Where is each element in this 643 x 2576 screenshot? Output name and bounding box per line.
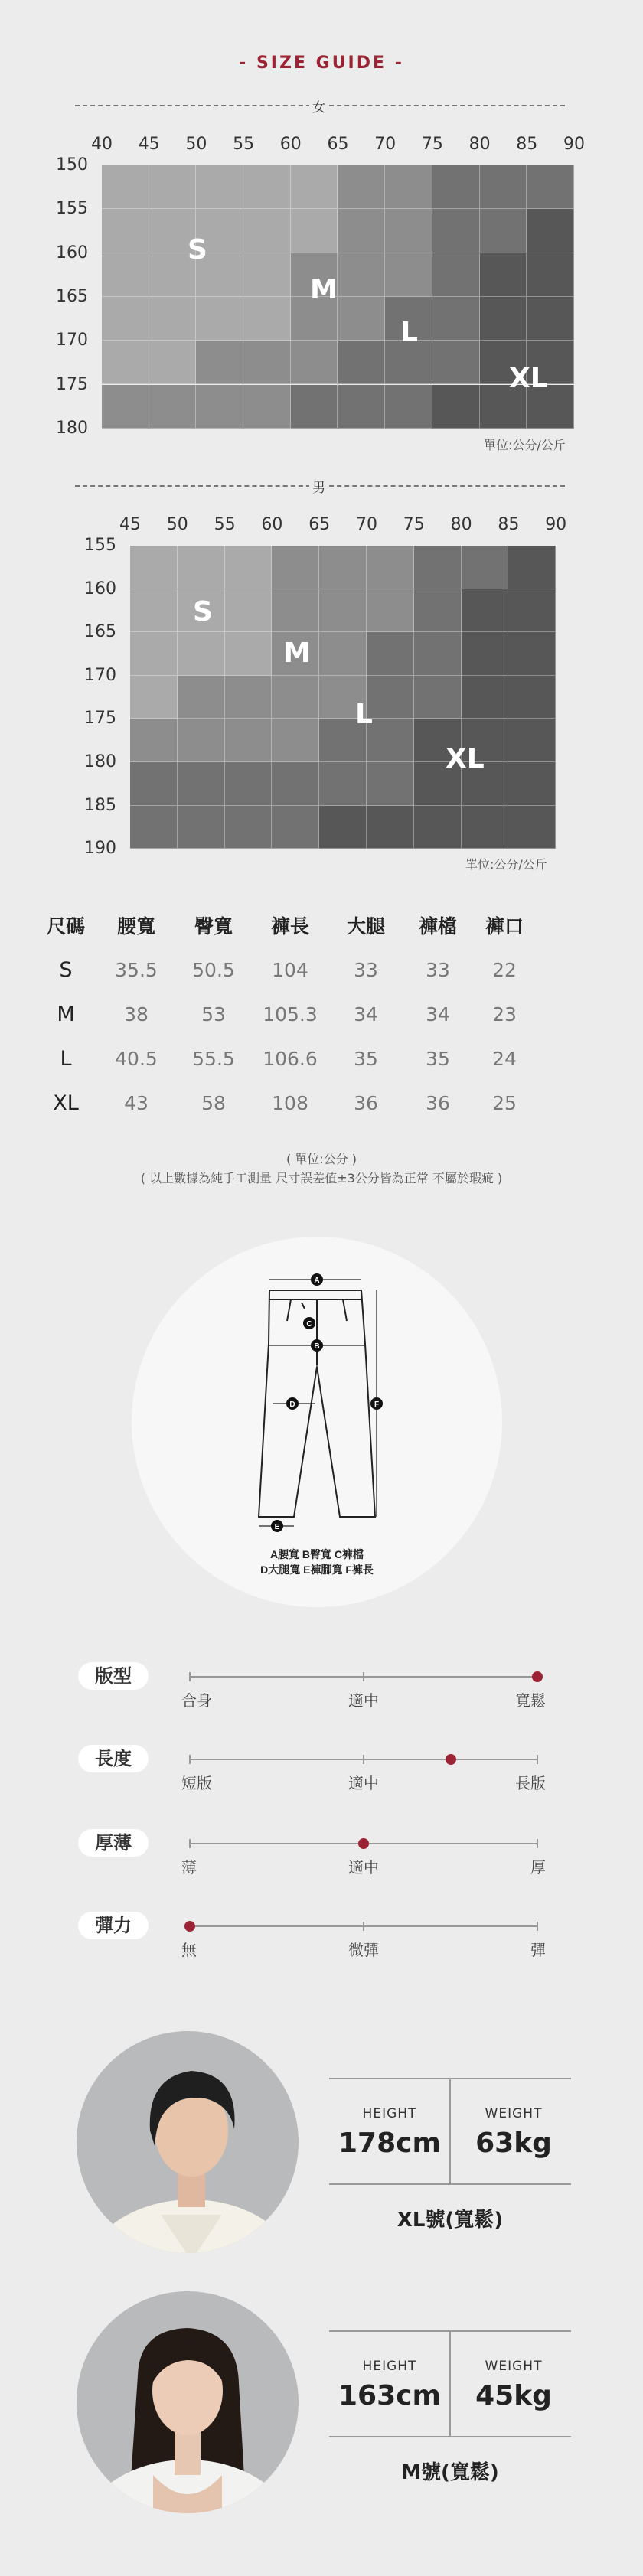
men-grid-cell	[462, 676, 509, 719]
size-guide-title: - SIZE GUIDE -	[239, 54, 404, 73]
women-size-grid	[102, 165, 574, 429]
men-weight-tick: 45	[119, 515, 141, 534]
fit-level-dot	[532, 1671, 543, 1682]
men-grid-cell	[225, 762, 273, 806]
women-grid-cell	[102, 341, 149, 384]
women-grid-cell	[196, 341, 243, 384]
fit-tick	[363, 1922, 364, 1931]
men-height-tick: 160	[84, 579, 116, 598]
men-weight-tick: 50	[166, 515, 188, 534]
men-height-tick: 165	[84, 622, 116, 642]
women-grid-cell	[480, 297, 527, 341]
women-weight-tick: 45	[138, 135, 160, 154]
fit-tick-label: 長版	[515, 1774, 546, 1792]
women-weight-tick: 85	[516, 135, 538, 154]
fit-tick	[537, 1922, 538, 1931]
men-grid-cell	[272, 806, 319, 849]
men-grid-cell	[462, 806, 509, 849]
model2-divider	[449, 2330, 451, 2436]
women-grid-cell	[102, 165, 149, 209]
women-weight-tick: 40	[91, 135, 113, 154]
women-grid-cell	[527, 297, 574, 341]
women-grid-cell	[102, 253, 149, 297]
men-grid-cell	[130, 632, 178, 676]
size-value: 105.3	[263, 1003, 318, 1026]
men-grid-cell	[178, 762, 225, 806]
model-female-photo	[77, 2291, 299, 2513]
fit-tick	[189, 1839, 191, 1848]
women-grid-cell	[432, 209, 480, 253]
marker-b-text: B	[314, 1342, 320, 1351]
men-grid-cell	[462, 546, 509, 589]
table-row	[34, 947, 537, 992]
men-grid-cell	[462, 632, 509, 676]
women-grid-cell	[243, 165, 291, 209]
women-grid-cell	[480, 209, 527, 253]
men-grid-cell	[272, 719, 319, 762]
women-grid-cell	[243, 209, 291, 253]
women-zone-s: S	[188, 234, 207, 266]
size-value: 35.5	[115, 958, 158, 981]
women-grid-cell	[480, 165, 527, 209]
men-grid-cell	[508, 806, 556, 849]
women-grid-cell	[243, 253, 291, 297]
women-height-tick: 170	[56, 331, 88, 351]
table-row	[34, 1036, 537, 1081]
unit-note: ( 單位:公分 )	[286, 1152, 357, 1166]
size-value: 24	[492, 1047, 517, 1070]
fit-tick	[537, 1839, 538, 1848]
men-grid-cell	[272, 676, 319, 719]
fit-tick-label: 合身	[181, 1691, 212, 1710]
size-value: 36	[426, 1091, 450, 1114]
fit-scale-line	[189, 1676, 538, 1678]
men-grid-cell	[414, 632, 462, 676]
fit-tick-label: 彈	[530, 1941, 546, 1959]
women-height-tick: 160	[56, 243, 88, 262]
men-grid-cell	[225, 546, 273, 589]
women-weight-tick: 75	[421, 135, 443, 154]
men-grid-cell	[367, 719, 414, 762]
women-weight-tick: 50	[185, 135, 207, 154]
men-grid-cell	[319, 589, 367, 633]
size-table-header	[34, 903, 537, 947]
men-grid-cell	[367, 632, 414, 676]
women-grid-cell	[338, 209, 386, 253]
men-weight-tick: 75	[403, 515, 425, 534]
marker-c-text: C	[306, 1320, 312, 1329]
size-value: 34	[354, 1003, 378, 1026]
model1-mid-line	[329, 2183, 571, 2185]
size-value: 50.5	[192, 958, 235, 981]
men-weight-tick: 55	[214, 515, 236, 534]
women-unit-label: 單位:公分/公斤	[484, 438, 566, 452]
fit-level-dot	[358, 1838, 369, 1849]
men-grid-cell	[130, 676, 178, 719]
marker-a-text: A	[314, 1277, 320, 1285]
men-grid-cell	[319, 806, 367, 849]
women-grid-cell	[385, 165, 432, 209]
women-grid-cell	[243, 297, 291, 341]
men-grid-cell	[272, 546, 319, 589]
women-grid-cell	[432, 385, 480, 429]
men-grid-cell	[508, 719, 556, 762]
fit-tick-label: 薄	[181, 1858, 197, 1877]
size-value: 43	[124, 1091, 149, 1114]
men-height-tick: 155	[84, 536, 116, 555]
fit-label: 長度	[78, 1745, 149, 1772]
model-male-photo	[77, 2031, 299, 2253]
men-grid-cell	[414, 806, 462, 849]
men-weight-tick: 85	[498, 515, 520, 534]
women-grid-cell	[291, 209, 338, 253]
women-grid-cell	[385, 253, 432, 297]
model1-weight-label: WEIGHT	[485, 2106, 543, 2121]
women-grid-cell	[102, 297, 149, 341]
women-group-label: 女	[309, 96, 328, 116]
fit-scale-line	[189, 1843, 538, 1844]
size-value: 36	[354, 1091, 378, 1114]
size-table-header-cell: 尺碼	[46, 915, 85, 937]
diagram-legend-2: D大腿寬 E褲腳寬 F褲長	[260, 1564, 374, 1576]
men-grid-cell	[367, 546, 414, 589]
women-grid-cell	[338, 297, 386, 341]
pants-diagram	[132, 1237, 502, 1607]
size-value: 35	[354, 1047, 378, 1070]
men-grid-cell	[225, 719, 273, 762]
fit-tick	[189, 1755, 191, 1764]
women-grid-cell	[432, 253, 480, 297]
model2-mid-line	[329, 2436, 571, 2437]
size-value: 106.6	[263, 1047, 318, 1070]
women-weight-tick: 65	[327, 135, 349, 154]
women-grid-cell	[149, 341, 197, 384]
size-value: 34	[426, 1003, 450, 1026]
men-weight-tick: 80	[450, 515, 472, 534]
size-value: 25	[492, 1091, 517, 1114]
size-table-header-cell: 褲長	[270, 915, 309, 937]
model1-height-label: HEIGHT	[362, 2106, 417, 2121]
fit-tick-label: 厚	[530, 1858, 546, 1877]
men-height-tick: 180	[84, 752, 116, 771]
fit-tick	[537, 1755, 538, 1764]
men-grid-cell	[508, 589, 556, 633]
men-grid-cell	[508, 676, 556, 719]
men-weight-tick: 65	[308, 515, 331, 534]
women-height-tick: 175	[56, 374, 88, 394]
model1-size: XL號(寬鬆)	[397, 2209, 504, 2232]
marker-f-text: F	[374, 1400, 380, 1409]
women-grid-cell	[338, 165, 386, 209]
fit-tick-label: 適中	[348, 1774, 379, 1792]
men-grid-cell	[178, 806, 225, 849]
table-row	[34, 992, 537, 1036]
size-value: 104	[272, 958, 308, 981]
men-grid-cell	[225, 806, 273, 849]
size-value: 58	[201, 1091, 226, 1114]
fit-tick	[363, 1672, 364, 1681]
women-weight-tick: 60	[279, 135, 302, 154]
measure-note: ( 以上數據為純手工測量 尺寸誤差值±3公分皆為正常 不屬於瑕疵 )	[140, 1171, 503, 1185]
men-grid-cell	[178, 719, 225, 762]
size-label: M	[57, 1002, 75, 1026]
men-grid-cell	[367, 676, 414, 719]
fit-tick-label: 無	[181, 1941, 197, 1959]
model1-divider	[449, 2078, 451, 2183]
women-grid-cell	[102, 209, 149, 253]
women-weight-tick: 90	[563, 135, 585, 154]
women-grid-cell	[527, 165, 574, 209]
men-grid-cell	[414, 676, 462, 719]
size-table-header-cell: 臀寬	[194, 915, 233, 937]
fit-scale-line	[189, 1759, 538, 1760]
size-value: 40.5	[115, 1047, 158, 1070]
men-grid-cell	[414, 589, 462, 633]
women-grid-cell	[527, 209, 574, 253]
model2-height-value: 163cm	[338, 2380, 441, 2411]
men-height-tick: 175	[84, 709, 116, 729]
women-grid-cell	[385, 385, 432, 429]
marker-d-text: D	[289, 1400, 295, 1409]
diagram-legend-1: A腰寬 B臀寬 C褲檔	[269, 1548, 364, 1560]
men-grid-cell	[225, 632, 273, 676]
size-label: XL	[53, 1091, 79, 1115]
model1-height-value: 178cm	[338, 2128, 441, 2159]
women-grid-cell	[149, 297, 197, 341]
men-zone-s: S	[193, 596, 213, 628]
men-zone-l: L	[355, 699, 373, 730]
women-grid-cell	[291, 165, 338, 209]
women-grid-cell	[102, 385, 149, 429]
men-grid-cell	[508, 762, 556, 806]
fit-tick	[363, 1755, 364, 1764]
men-grid-cell	[462, 589, 509, 633]
women-grid-cell	[338, 253, 386, 297]
men-grid-cell	[508, 632, 556, 676]
model2-weight-value: 45kg	[475, 2380, 552, 2411]
fit-label: 版型	[78, 1662, 149, 1690]
men-grid-cell	[130, 546, 178, 589]
men-weight-tick: 70	[356, 515, 377, 534]
size-table-header-cell: 褲口	[485, 915, 524, 937]
size-label: L	[60, 1046, 72, 1071]
women-weight-tick: 55	[233, 135, 255, 154]
men-size-grid	[130, 546, 556, 849]
men-grid-cell	[225, 589, 273, 633]
pants-diagram-circle	[132, 1237, 502, 1607]
men-grid-cell	[319, 632, 367, 676]
men-grid-cell	[178, 676, 225, 719]
men-grid-cell	[319, 762, 367, 806]
women-grid-cell	[338, 341, 386, 384]
women-grid-cell	[196, 165, 243, 209]
fit-tick-label: 短版	[181, 1774, 212, 1792]
women-grid-cell	[149, 165, 197, 209]
men-height-tick: 190	[84, 839, 116, 859]
table-row	[34, 1081, 537, 1125]
women-grid-cell	[149, 385, 197, 429]
size-table-header-cell: 腰寬	[116, 915, 155, 937]
men-grid-cell	[272, 762, 319, 806]
size-value: 23	[492, 1003, 517, 1026]
size-value: 55.5	[192, 1047, 235, 1070]
model2-size: M號(寬鬆)	[401, 2461, 499, 2484]
men-zone-xl: XL	[446, 743, 485, 774]
model2-height-label: HEIGHT	[362, 2359, 417, 2374]
women-weight-tick: 80	[468, 135, 491, 154]
men-grid-cell	[130, 589, 178, 633]
women-zone-xl: XL	[509, 363, 548, 394]
women-grid-cell	[432, 297, 480, 341]
men-grid-cell	[225, 676, 273, 719]
size-label: S	[59, 957, 73, 982]
men-grid-cell	[319, 546, 367, 589]
men-weight-tick: 60	[261, 515, 283, 534]
men-unit-label: 單位:公分/公斤	[465, 857, 547, 872]
men-grid-cell	[367, 762, 414, 806]
size-value: 33	[354, 958, 378, 981]
men-grid-cell	[367, 806, 414, 849]
women-height-tick: 165	[56, 286, 88, 306]
women-grid-cell	[291, 341, 338, 384]
men-grid-cell	[367, 589, 414, 633]
fit-level-dot	[446, 1754, 456, 1765]
men-height-tick: 185	[84, 795, 116, 815]
women-height-tick: 155	[56, 199, 88, 219]
women-grid-cell	[385, 209, 432, 253]
size-table-header-cell: 大腿	[346, 915, 385, 937]
size-table-header-cell: 褲檔	[418, 915, 457, 937]
size-value: 22	[492, 958, 517, 981]
size-value: 38	[124, 1003, 149, 1026]
size-value: 35	[426, 1047, 450, 1070]
model2-weight-label: WEIGHT	[485, 2359, 543, 2374]
size-value: 33	[426, 958, 450, 981]
women-height-tick: 180	[56, 418, 88, 438]
size-table	[34, 903, 537, 1125]
women-grid-cell	[243, 341, 291, 384]
men-group-label: 男	[309, 477, 328, 496]
fit-tick-label: 寬鬆	[515, 1691, 546, 1710]
women-grid-cell	[338, 385, 386, 429]
fit-scale-line	[189, 1925, 538, 1927]
model1-weight-value: 63kg	[475, 2128, 552, 2159]
fit-tick-label: 微彈	[348, 1941, 379, 1959]
men-grid-cell	[272, 589, 319, 633]
women-grid-cell	[432, 341, 480, 384]
women-grid-cell	[480, 253, 527, 297]
fit-tick	[189, 1672, 191, 1681]
men-grid-cell	[130, 806, 178, 849]
women-zone-l: L	[400, 317, 418, 348]
men-grid-cell	[178, 632, 225, 676]
women-zone-m: M	[310, 274, 338, 305]
fit-level-dot	[184, 1921, 195, 1932]
women-weight-tick: 70	[374, 135, 397, 154]
men-grid-cell	[178, 546, 225, 589]
fit-label: 彈力	[78, 1912, 149, 1939]
men-grid-cell	[508, 546, 556, 589]
men-zone-m: M	[283, 637, 311, 669]
women-grid-cell	[243, 385, 291, 429]
men-grid-cell	[414, 546, 462, 589]
women-grid-cell	[432, 165, 480, 209]
fit-tick-label: 適中	[348, 1858, 379, 1877]
size-value: 108	[272, 1091, 308, 1114]
fit-label: 厚薄	[78, 1829, 149, 1857]
men-grid-cell	[130, 719, 178, 762]
women-grid-cell	[527, 253, 574, 297]
men-height-tick: 170	[84, 665, 116, 685]
women-grid-cell	[196, 385, 243, 429]
men-weight-tick: 90	[545, 515, 567, 534]
marker-e-text: E	[274, 1523, 280, 1531]
men-grid-cell	[130, 762, 178, 806]
women-grid-cell	[196, 297, 243, 341]
women-grid-cell	[291, 385, 338, 429]
fit-tick-label: 適中	[348, 1691, 379, 1710]
women-height-tick: 150	[56, 155, 88, 174]
size-value: 53	[201, 1003, 226, 1026]
